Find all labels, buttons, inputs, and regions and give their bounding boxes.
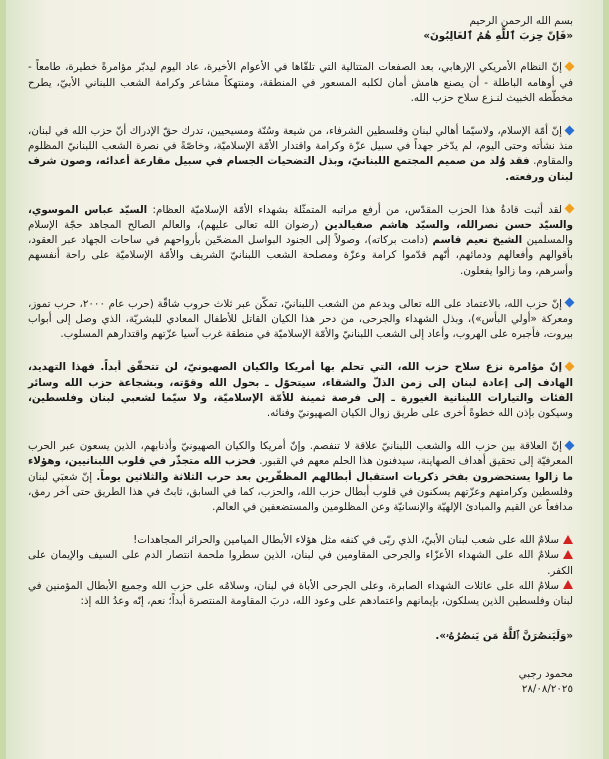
paragraph-5: إنّ مؤامرة نزع سلاح حزب الله، التي تحلم بها أمريكا والكيان الصهيونيّ، لن تتحقّق أبداً. فهذا التهديد، الهادف إلى إعادة لبنان إلى زمن الذلّ والشقاء، سيتحوّل ـ بحول الله وقوّته، وبشجاعة حزب الله وسائر الفئات والتيارات اللبنانية الغيورة ـ إلى فرصة ثمينة للأمّة الإسلاميّة، ولا سيّما لشعبي لبنان وفلسطين، وسيكون بإذن الله خطوةً أخرى على طريق زوال الكيان الصهيونيّ وفنائه. <box>28 361 573 420</box>
blue-diamond-bullet-icon <box>565 125 575 135</box>
red-triangle-bullet-icon <box>563 580 573 589</box>
salute-item: سلامٌ الله على الشهداء الأعزّاء والجرحى المقاومين في لبنان، الذين سطروا ملحمة انتصار الدم على السيف والإيمان على الكفر. <box>28 549 573 577</box>
orange-diamond-bullet-icon <box>565 362 575 372</box>
salute-item: سلامُ الله على عائلات الشهداء الصابرة، وعلى الجرحى الأباة في لبنان، وسلامُه على حزب الله وجميع الأبطال المؤمنين في لبنان وفلسطين الذين يسلكون، بإيمانهم واعتمادهم على وعود الله، دربَ المقاومة المنتصرة أبداً؛ نعم، إنّه وعدُ الله إذ: <box>28 579 573 608</box>
salute-item: سلامٌ الله على شعب لبنان الأبيّ، الذي ربّى في كنفه مثل هؤلاء الأبطال الميامين والحرائر المجاهدات! <box>28 533 573 548</box>
paragraph-2: إنّ أمّة الإسلام، ولاسيّما أهالي لبنان وفلسطين الشرفاء، من شيعة وسُنّة ومسيحيين، تدرك حقّ الإدراك أنّ حزب الله في لبنان، منذ نشأته وحتى اليوم، لم يدّخر جهداً في سبيل عزّة وكرامة واقتدار الأمّة الإسلاميّة، وخاصّةً في نصرة الشعب اللبنانيّ المظلوم والمقاوم. فقد وُلد من صميم المجتمع اللبنانيّ، وبذل التضحيات الجسام في سبيل مقارعة أعدائه، وصون شرف لبنان ورفعته. <box>28 125 573 183</box>
header-verse: «فَإنّ حِزبَ ٱللَّهِ هُمُ ٱلغَالِبُونَ» <box>423 30 573 43</box>
paragraph-4: إنّ حزب الله، بالاعتماد على الله تعالى وبدعم من الشعب اللبنانيّ، تمكّن عبر ثلاث حروب شاقّة (حرب عام ٢٠٠٠، حرب تموز، ومعركة «أولي البأس»)، وبذل الشهداء والجرحى، من دحر هذا الكيان القاتل للأطفال المعادي للبشريّة، الذي وصل إلى أبواب بيروت، فأجبره على الهروب، وأعاد إلى الشعب اللبنانيّ والأمّة الإسلاميّة في منطقة غرب آسيا عزّتهم واقتدارهم المسلوب. <box>28 297 573 341</box>
orange-diamond-bullet-icon <box>565 61 575 71</box>
signature-date: ٢٨/٠٨/٢٠٢٥ <box>521 682 573 695</box>
signature-name: محمود رجبي <box>518 667 573 680</box>
document-header <box>28 14 573 44</box>
blue-diamond-bullet-icon <box>565 440 575 450</box>
paragraph-3: لقد أثبت قادةُ هذا الحزب المقدّس، من أرفع مراتبه المتمثّلة بشهداء الأمّة الإسلاميّة العظام: السيّد عباس الموسوي، والسيّد حسن نصرالله، والسيّد هاشم صفيالدين (رضوان الله تعالى عليهم)، والعالم الصالح المجاهد حجّة الإسلام والمسلمين الشيخ نعيم قاسم (دامت بركاته)، وصولاً إلى الجنود البواسل المضحّين بأرواحهم في ساحات الجهاد عبر العقود، بأقوالهم وأفعالهم ودمائهم، أنّهم قدّموا كرامة وعزّة ومصلحة الشعب اللبنانيّ الشريف والأمّة الإسلاميّة على راحة أنفسهم وأسرهم، وما زالوا يفعلون. <box>28 203 573 277</box>
orange-diamond-bullet-icon <box>565 204 575 214</box>
red-triangle-bullet-icon <box>563 535 573 544</box>
red-triangle-bullet-icon <box>563 550 573 559</box>
salutations <box>28 533 573 609</box>
blue-diamond-bullet-icon <box>565 298 575 308</box>
signature-block <box>28 667 573 697</box>
closing-verse: «وَلَيَنصُرَنَّ ٱللَّهُ مَن يَنصُرُهُۥ». <box>435 630 573 643</box>
paragraph-1: إنّ النظام الأمريكي الإرهابي، بعد الصفعات المتتالية التي تلقّاها في الأعوام الأخيرة، عاد اليوم ليدبّر مؤامرةً خطيرة، طامعاً - في أوهامه الباطلة - أن يصنع هامش أمان لكلبه المسعور في المنطقة، ومنتهكاً مشاعر وكرامة الشعب اللبناني الأبيّ، يطرح مخطّطه الخبيث لنـزع سلاح حزب الله. <box>28 61 573 104</box>
paragraph-6: إنّ العلاقة بين حزب الله والشعب اللبنانيّ علاقة لا تنفصم. وإنّ أمريكا والكيان الصهيونيّ وأذنابهم، الذين يسعون عبر الحرب المعرفيّة إلى تحقيق أهداف الصهاينة، سيدفنون هذا الحلم معهم في القبور. فحزب الله متجذّر في قلوب اللبنانيين، وهؤلاء ما زالوا يستحضرون بفخر ذكريات استقبال أبطالهم المظفّرين بعد حرب الثلاثة والثلاثين يوماً. إنّ شعبَي لبنان وفلسطين وكرامتهم وعزّتهم يسكنون في قلوب أبطال حزب الله، والحزب، كما في السابق، ثابتٌ في هذا الطريق حتى آخر رمق، مدافعاً عن القيم والمبادئ الإلهيّة والإنسانيّة وعن المظلومين والمستضعفين في العالم. <box>28 440 573 514</box>
basmala: بسم الله الرحمن الرحيم <box>469 15 573 27</box>
